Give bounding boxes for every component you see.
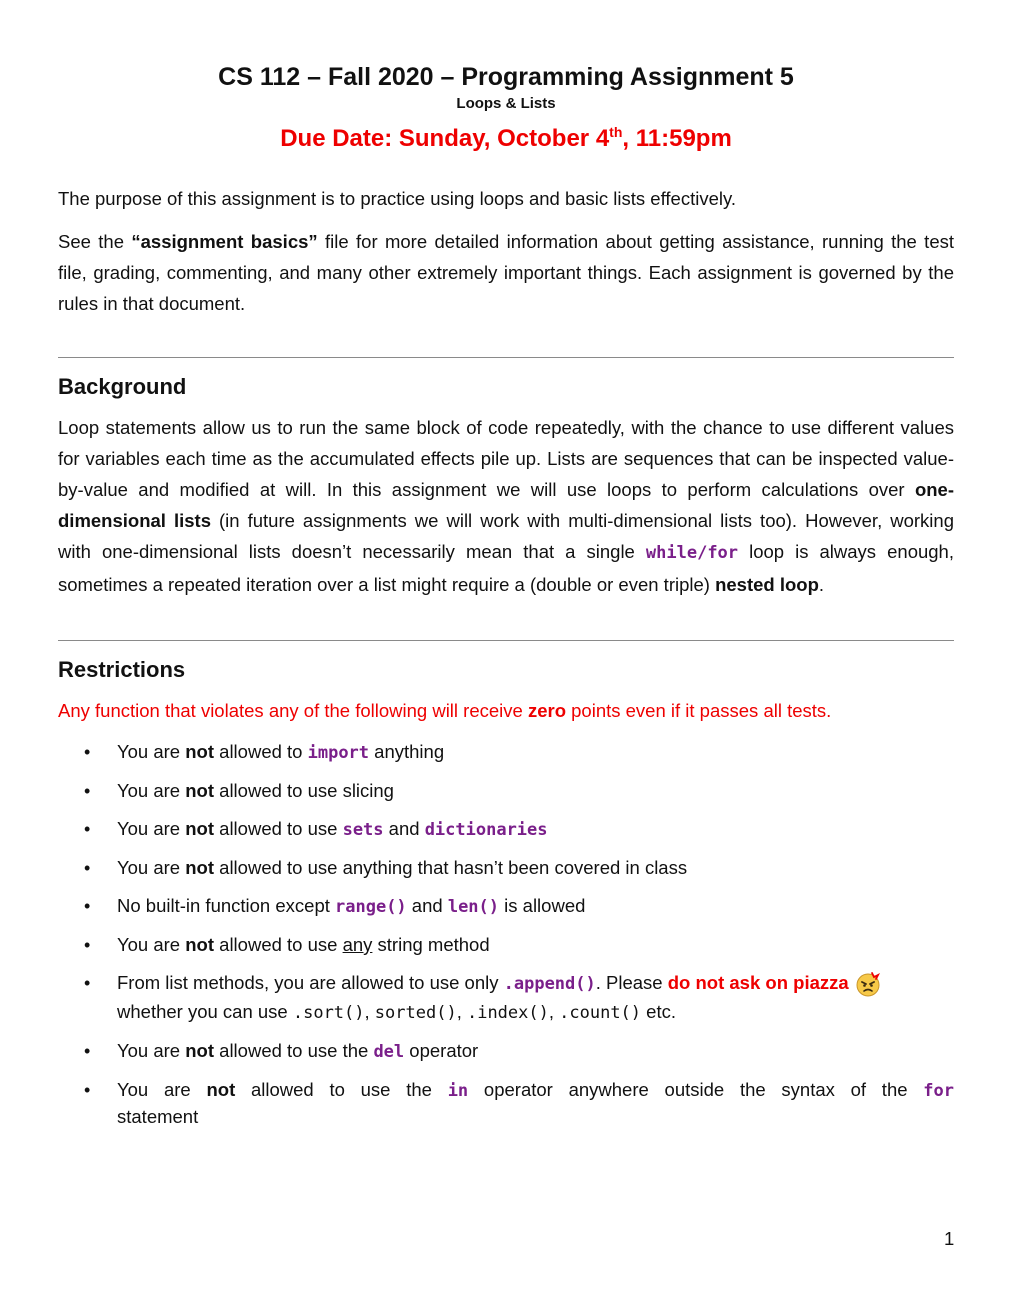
basics-paragraph: See the “assignment basics” file for more detailed information about getting assistance, running the test file, grading, commenting, and many other extremely important things. Each assignment is governed by the rules in that document. [58,231,955,314]
list-item: • You are not allowed to use slicing [58,777,954,805]
background-paragraph: Loop statements allow us to run the same block of code repeatedly, with the chance to use different values for variables each time as the accumulated effects pile up. Lists are sequences that can be inspected value-by-value and modified at will. In this assignment we will use loops to perform calculations over one-dimensional lists (in future assignments we will work with multi-dimensional lists too). However, working with one-dimensional lists doesn’t necessarily mean that a single while/for loop is always enough, sometimes a repeated iteration over a list might require a (double or even triple) nested loop. [58,417,954,595]
bullet-icon: • [84,819,91,839]
section-divider [58,357,954,358]
bullet-icon: • [84,742,91,762]
purpose-paragraph: The purpose of this assignment is to practice using loops and basic lists effectively. [58,188,736,209]
restrictions-heading: Restrictions [58,657,186,682]
page-number: 1 [944,1228,955,1249]
while-for-keyword: while/for [645,543,739,563]
bullet-icon: • [84,858,91,878]
bullet-icon: • [84,896,91,916]
list-item: • You are not allowed to use sets and dictionaries [58,815,954,844]
bullet-icon: • [84,935,91,955]
restrictions-warning: Any function that violates any of the following will receive zero points even if it passes all tests. [58,700,832,721]
list-item: • You are not allowed to use the in operator anywhere outside the syntax of the for [58,1076,954,1105]
document-page [58,60,954,1141]
restrictions-list [58,738,954,1131]
page-subtitle: Loops & Lists [456,95,556,112]
assignment-basics-reference: “assignment basics” [131,231,318,252]
page-title: CS 112 – Fall 2020 – Programming Assignment 5 [218,63,794,91]
list-item: • From list methods, you are allowed to use only .append(). Please do not ask on piazza whether you can use .sort(), sorted(), .index(), .count() etc. [58,969,954,1027]
bullet-icon: • [84,973,91,993]
list-item: • You are not allowed to use any string method [58,931,954,959]
due-date: Due Date: Sunday, October 4th, 11:59pm [280,124,732,152]
list-item-continuation: statement [117,1106,199,1127]
bullet-icon: • [84,781,91,801]
section-divider [58,640,954,641]
list-item: • You are not allowed to import anything [58,738,954,767]
bullet-icon: • [84,1041,91,1061]
due-date-superscript: th [609,124,623,140]
background-heading: Background [58,374,187,399]
list-item: • You are not allowed to use the del operator [58,1037,954,1066]
list-item: • No built-in function except range() and len() is allowed [58,892,954,921]
angry-face-emoji-icon [855,971,881,997]
list-item: • You are not allowed to use anything that hasn’t been covered in class [58,854,954,882]
bullet-icon: • [84,1080,91,1100]
